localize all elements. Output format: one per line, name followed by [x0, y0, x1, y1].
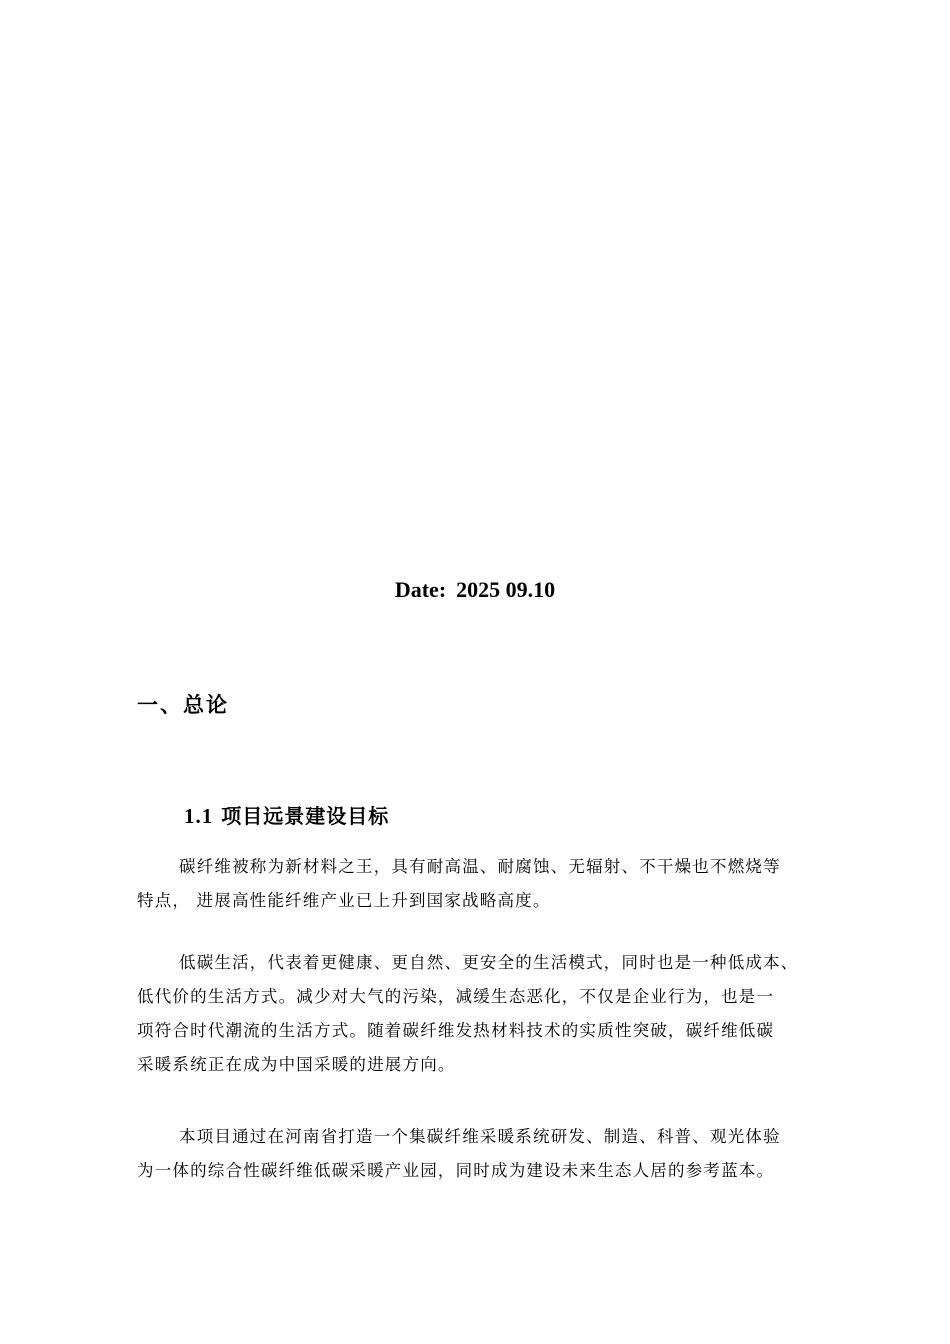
paragraph-line: 采暖系统正在成为中国采暖的进展方向。 — [137, 1055, 456, 1074]
paragraph-line: 项符合时代潮流的生活方式。随着碳纤维发热材料技术的实质性突破，碳纤维低碳 — [137, 1021, 775, 1040]
date-line — [0, 575, 950, 605]
paragraph-line: 低代价的生活方式。减少对大气的污染，减缓生态恶化，不仅是企业行为，也是一 — [137, 987, 775, 1006]
paragraph-line: 低碳生活，代表着更健康、更自然、更安全的生活模式，同时也是一种低成本、 — [179, 953, 799, 972]
paragraph-1 — [137, 850, 847, 918]
paragraph-2 — [137, 946, 847, 1082]
subsection-number: 1.1 — [184, 804, 214, 828]
subsection-heading — [184, 801, 389, 831]
paragraph-line: 本项目通过在河南省打造一个集碳纤维采暖系统研发、制造、科普、观光体验 — [179, 1127, 781, 1146]
paragraph-line: 碳纤维被称为新材料之王，具有耐高温、耐腐蚀、无辐射、不干燥也不燃烧等 — [179, 857, 781, 876]
date-label: Date: — [394, 577, 447, 602]
date-value: 2025 09.10 — [456, 577, 556, 602]
section-heading: 一、总论 — [137, 692, 229, 717]
paragraph-line: 为一体的综合性碳纤维低碳采暖产业园，同时成为建设未来生态人居的参考蓝本。 — [137, 1161, 775, 1180]
subsection-title: 项目远景建设目标 — [221, 804, 390, 828]
paragraph-3 — [137, 1120, 847, 1188]
paragraph-line: 特点， 进展高性能纤维产业已上升到国家战略高度。 — [137, 891, 551, 910]
